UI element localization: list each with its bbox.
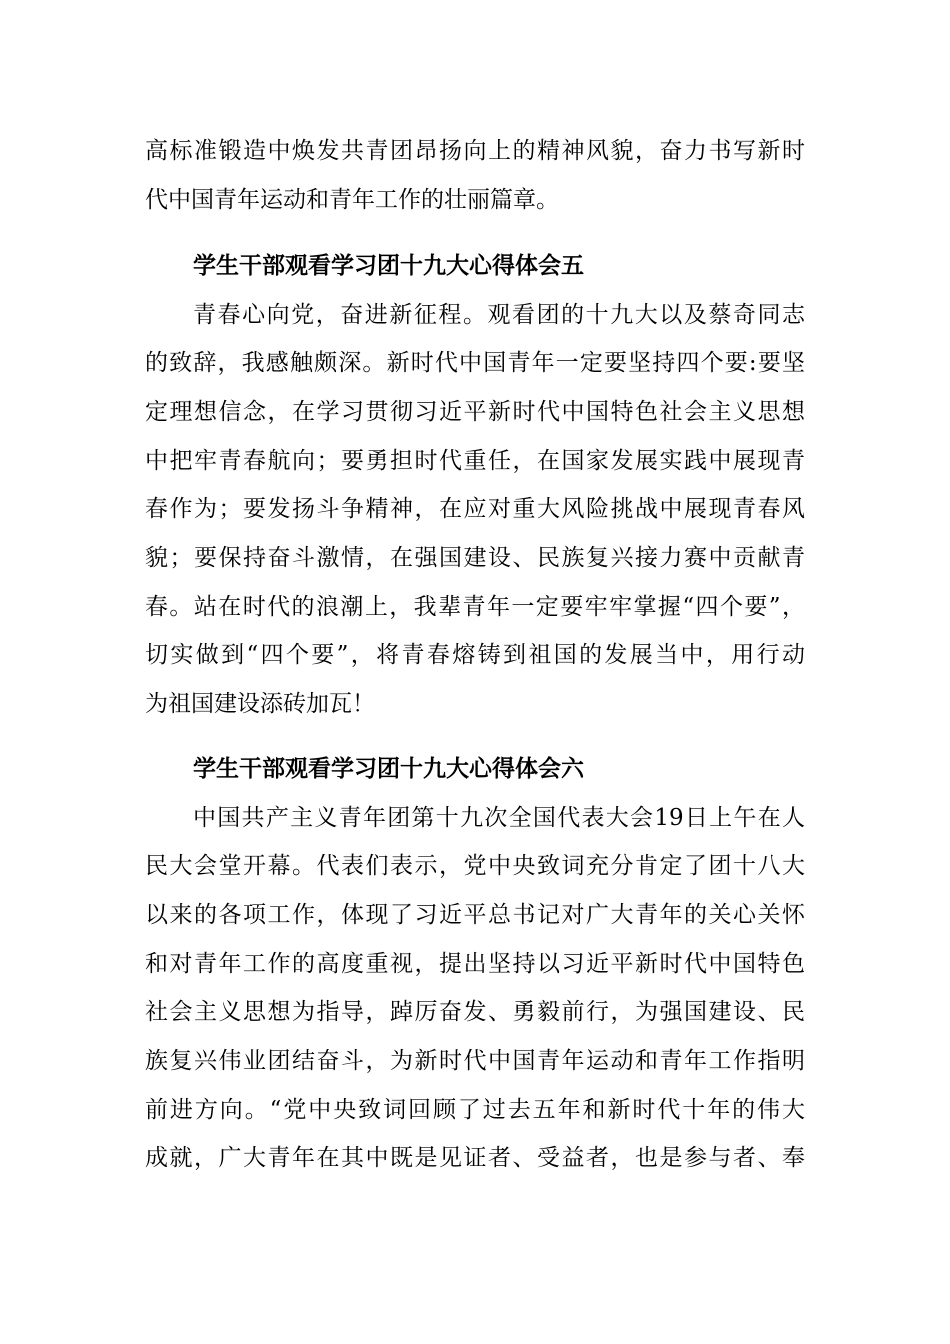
section6-title: 学生干部观看学习团十九大心得体会六	[193, 755, 584, 782]
section6-line-8: 成就，广大青年在其中既是见证者、受益者，也是参与者、奉	[145, 1145, 805, 1171]
section5-line-5: 春作为；要发扬斗争精神，在应对重大风险挑战中展现青春风	[145, 496, 805, 522]
section5-line-4: 中把牢青春航向；要勇担时代重任，在国家发展实践中展现青	[145, 448, 805, 474]
intro-line-1: 高标准锻造中焕发共青团昂扬向上的精神风貌，奋力书写新时	[145, 138, 805, 164]
section6-line-3: 以来的各项工作，体现了习近平总书记对广大青年的关心关怀	[145, 902, 805, 928]
section5-line-7: 春。站在时代的浪潮上，我辈青年一定要牢牢掌握“四个要”，	[145, 594, 805, 620]
section5-title: 学生干部观看学习团十九大心得体会五	[193, 252, 584, 279]
section5-line-1: 青春心向党，奋进新征程。观看团的十九大以及蔡奇同志	[193, 302, 805, 328]
section5-line-9: 为祖国建设添砖加瓦！	[145, 691, 375, 717]
section6-line-5: 社会主义思想为指导，踔厉奋发、勇毅前行，为强国建设、民	[145, 999, 805, 1025]
section5-line-2: 的致辞，我感触颇深。新时代中国青年一定要坚持四个要:要坚	[145, 350, 805, 376]
section5-line-8: 切实做到“四个要”，将青春熔铸到祖国的发展当中，用行动	[145, 642, 805, 668]
section6-line-6: 族复兴伟业团结奋斗，为新时代中国青年运动和青年工作指明	[145, 1048, 805, 1074]
section5-line-3: 定理想信念，在学习贯彻习近平新时代中国特色社会主义思想	[145, 399, 805, 425]
section6-line-4: 和对青年工作的高度重视，提出坚持以习近平新时代中国特色	[145, 951, 805, 977]
section6-line-7: 前进方向。“党中央致词回顾了过去五年和新时代十年的伟大	[145, 1097, 805, 1123]
section6-line-2: 民大会堂开幕。代表们表示，党中央致词充分肯定了团十八大	[145, 853, 805, 879]
section5-line-6: 貌；要保持奋斗激情，在强国建设、民族复兴接力赛中贡献青	[145, 545, 805, 571]
intro-line-2: 代中国青年运动和青年工作的壮丽篇章。	[145, 187, 559, 213]
section6-line-1: 中国共产主义青年团第十九次全国代表大会19日上午在人	[193, 805, 805, 831]
